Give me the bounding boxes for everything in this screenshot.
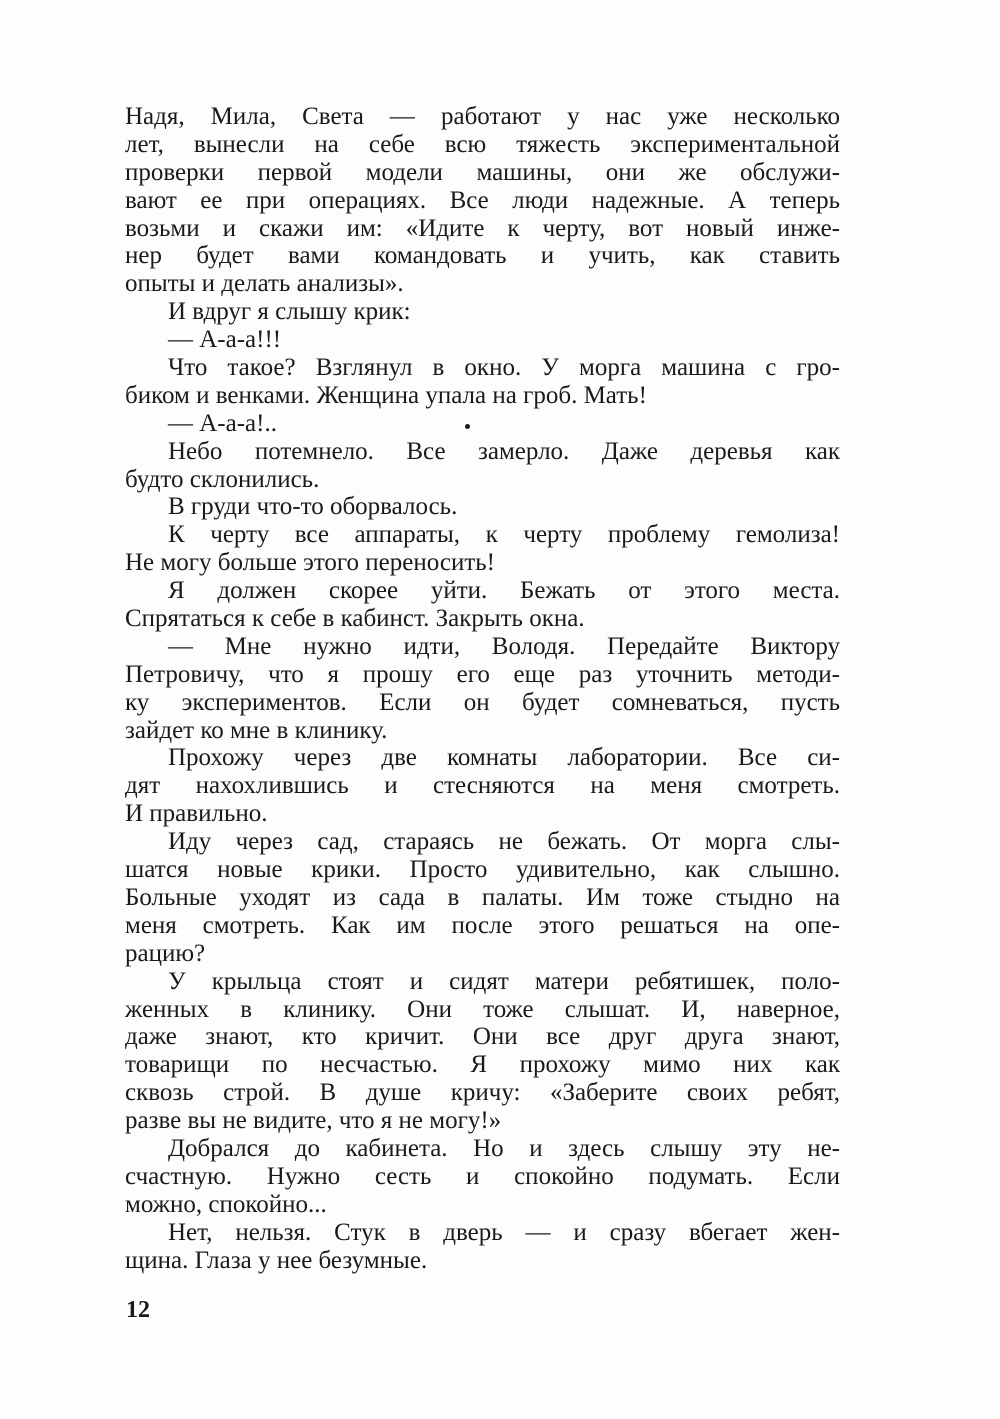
text-line: нер будет вами командовать и учить, как ставить <box>125 242 840 270</box>
text-line: К черту все аппараты, к черту проблему гемолиза! <box>168 521 840 549</box>
text-line: И вдруг я слышу крик: <box>168 298 411 326</box>
text-line: опыты и делать анализы». <box>125 270 404 298</box>
text-line: Добрался до кабинета. Но и здесь слышу эту не- <box>168 1134 840 1162</box>
text-line: даже знают, кто кричит. Они все друг друга знают, <box>125 1023 840 1051</box>
text-line: Что такое? Взглянул в окно. У морга машина с гро- <box>168 354 840 382</box>
text-line: дят нахохлившись и стесняются на меня смотреть. <box>125 772 840 800</box>
print-speck <box>465 424 470 429</box>
text-line: проверки первой модели машины, они же обслужи- <box>125 158 840 186</box>
text-line: женных в клинику. Они тоже слышат. И, наверное, <box>125 995 840 1023</box>
text-line: Небо потемнело. Все замерло. Даже деревья как <box>168 437 840 465</box>
text-line: возьми и скажи им: «Идите к черту, вот новый инже- <box>125 214 840 242</box>
text-line: щина. Глаза у нее безумные. <box>125 1246 428 1274</box>
text-line: будто склонились. <box>125 465 320 493</box>
text-line: меня смотреть. Как им после этого решаться на опе- <box>125 911 840 939</box>
text-line: Нет, нельзя. Стук в дверь — и сразу вбегает жен- <box>168 1218 840 1246</box>
text-line: ку экспериментов. Если он будет сомневаться, пусть <box>125 688 840 716</box>
text-line: счастную. Нужно сесть и спокойно подумать. Если <box>125 1162 840 1190</box>
text-line: — А-а-а!.. <box>168 409 277 437</box>
text-line: У крыльца стоят и сидят матери ребятишек, поло- <box>168 967 840 995</box>
text-line: разве вы не видите, что я не могу!» <box>125 1107 502 1135</box>
text-line: Иду через сад, стараясь не бежать. От морга слы- <box>168 828 840 856</box>
text-line: вают ее при операциях. Все люди надежные. А теперь <box>125 186 840 214</box>
text-line: Я должен скорее уйти. Бежать от этого места. <box>168 577 840 605</box>
text-line: лет, вынесли на себе всю тяжесть экспериментальной <box>125 130 840 158</box>
text-line: В груди что-то оборвалось. <box>168 493 458 521</box>
text-line: Спрятаться к себе в кабинст. Закрыть окна. <box>125 605 585 633</box>
text-line: Не могу больше этого переносить! <box>125 549 495 577</box>
text-line: товарищи по несчастью. Я прохожу мимо них как <box>125 1051 840 1079</box>
text-line: — Мне нужно идти, Володя. Передайте Виктору <box>168 632 840 660</box>
text-line: шатся новые крики. Просто удивительно, как слышно. <box>125 856 840 884</box>
text-line: — А-а-а!!! <box>168 326 282 354</box>
body-text <box>125 103 840 1274</box>
page-number: 12 <box>126 1297 150 1323</box>
text-line: зайдет ко мне в клинику. <box>125 716 388 744</box>
text-line: рацию? <box>125 939 206 967</box>
text-line: Петровичу, что я прошу его еще раз уточнить методи- <box>125 660 840 688</box>
text-line: Надя, Мила, Света — работают у нас уже несколько <box>125 103 840 130</box>
text-line: биком и венками. Женщина упала на гроб. Мать! <box>125 381 647 409</box>
text-line: И правильно. <box>125 800 268 828</box>
text-line: Больные уходят из сада в палаты. Им тоже стыдно на <box>125 883 840 911</box>
text-line: сквозь строй. В душе кричу: «Заберите своих ребят, <box>125 1079 840 1107</box>
text-line: можно, спокойно... <box>125 1190 327 1218</box>
text-line: Прохожу через две комнаты лаборатории. Все си- <box>168 744 840 772</box>
